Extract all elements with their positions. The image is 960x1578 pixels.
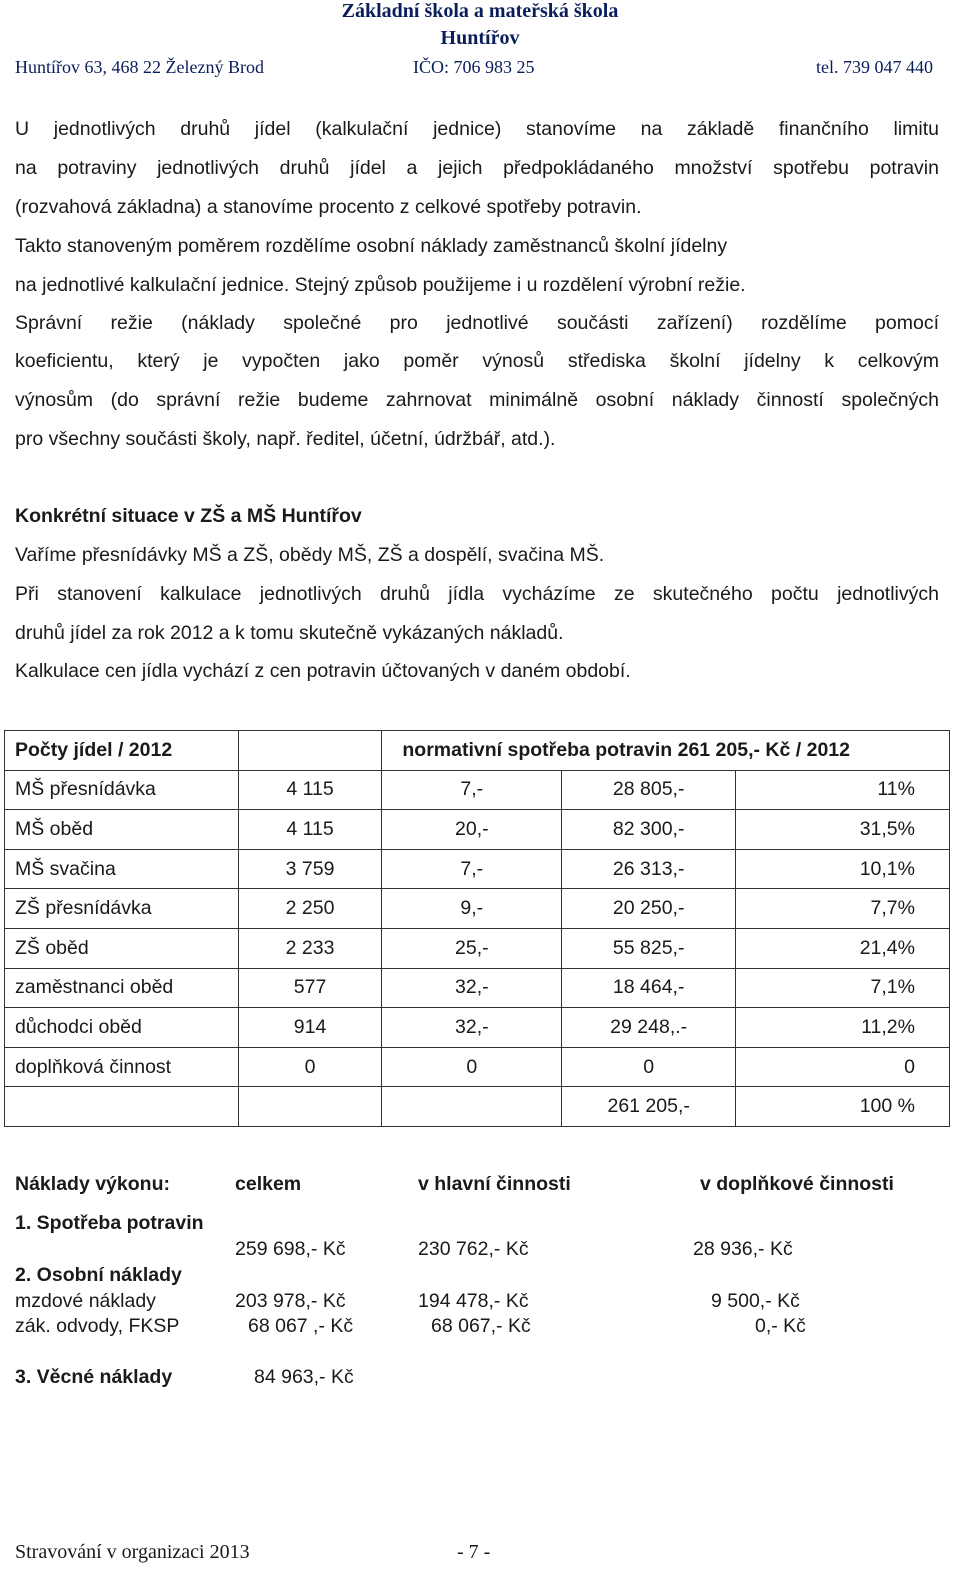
- situation-line-4: Kalkulace cen jídla vychází z cen potravin účtovaných v daném období.: [15, 660, 631, 682]
- meal-norm: 32,-: [382, 968, 562, 1008]
- intro-line-5: na jednotlivé kalkulační jednice. Stejný způsob použijeme i u rozdělení výrobní režie.: [15, 274, 746, 296]
- cost-item-material: 3. Věcné náklady: [15, 1366, 173, 1388]
- school-ico: IČO: 706 983 25: [413, 57, 535, 77]
- table-row: [5, 889, 950, 929]
- table-header-left: Počty jídel / 2012: [5, 731, 239, 771]
- intro-line-7: koeficientu, který je vypočten jako poměr výnosů střediska školní jídelny k celkovým: [15, 350, 939, 372]
- situation-heading: Konkrétní situace v ZŠ a MŠ Huntířov: [15, 505, 362, 527]
- situation-line-2: Při stanovení kalkulace jednotlivých druhů jídla vycházíme ze skutečného počtu jednotlivých: [15, 583, 939, 605]
- cost-levies-main: 68 067,- Kč: [431, 1315, 531, 1337]
- table-row: [5, 849, 950, 889]
- table-row: [5, 1008, 950, 1048]
- table-header-row: [5, 731, 950, 771]
- cost-wages-extra: 9 500,- Kč: [711, 1290, 800, 1312]
- meal-norm: 9,-: [382, 889, 562, 929]
- meals-table: [4, 730, 950, 1127]
- cost-material-total: 84 963,- Kč: [254, 1366, 354, 1388]
- meal-pct: 21,4%: [736, 928, 950, 968]
- cost-levies-label: zák. odvody, FKSP: [15, 1315, 180, 1337]
- cost-wages-main: 194 478,- Kč: [418, 1290, 529, 1312]
- footer-title: Stravování v organizaci 2013: [15, 1541, 250, 1563]
- header-contact-row: [15, 57, 933, 81]
- table-row: [5, 770, 950, 810]
- intro-line-6: Správní režie (náklady společné pro jednotlivé součásti zařízení) rozdělíme pomocí: [15, 312, 939, 334]
- cost-food-main: 230 762,- Kč: [418, 1238, 529, 1260]
- meal-name: MŠ oběd: [5, 810, 239, 850]
- table-row: [5, 968, 950, 1008]
- meal-count: 914: [238, 1008, 382, 1048]
- meal-pct: 11,2%: [736, 1008, 950, 1048]
- costs-col-main: v hlavní činnosti: [418, 1173, 571, 1195]
- school-phone: tel. 739 047 440: [816, 57, 933, 77]
- meal-total: 20 250,-: [562, 889, 736, 929]
- meal-count: 577: [238, 968, 382, 1008]
- intro-line-1: U jednotlivých druhů jídel (kalkulační jednice) stanovíme na základě finančního limitu: [15, 118, 939, 140]
- school-name: Základní škola a mateřská škola: [341, 0, 619, 22]
- meal-count: 3 759: [238, 849, 382, 889]
- table-header-right: normativní spotřeba potravin 261 205,- Kč / 2012: [382, 731, 950, 771]
- intro-line-3: (rozvahová základna) a stanovíme procento z celkové spotřeby potravin.: [15, 196, 642, 218]
- meal-name: MŠ přesnídávka: [5, 770, 239, 810]
- meal-name: ZŠ oběd: [5, 928, 239, 968]
- meal-norm: 25,-: [382, 928, 562, 968]
- meal-name: doplňková činnost: [5, 1047, 239, 1087]
- meal-count: 4 115: [238, 810, 382, 850]
- cost-food-extra: 28 936,- Kč: [693, 1238, 793, 1260]
- situation-line-3: druhů jídel za rok 2012 a k tomu skutečně vykázaných nákladů.: [15, 622, 564, 644]
- cost-levies-total: 68 067 ,- Kč: [248, 1315, 354, 1337]
- school-address: Huntířov 63, 468 22 Železný Brod: [15, 57, 264, 77]
- cost-wages-total: 203 978,- Kč: [235, 1290, 346, 1312]
- meal-total: 28 805,-: [562, 770, 736, 810]
- intro-line-9: pro všechny součásti školy, např. ředitel, účetní, údržbář, atd.).: [15, 428, 556, 450]
- costs-col-extra: v doplňkové činnosti: [700, 1173, 894, 1195]
- meal-name: důchodci oběd: [5, 1008, 239, 1048]
- meal-total: 0: [562, 1047, 736, 1087]
- meal-name: MŠ svačina: [5, 849, 239, 889]
- meal-norm: 0: [382, 1047, 562, 1087]
- intro-line-8: výnosům (do správní režie budeme zahrnovat minimálně osobní náklady činností společných: [15, 389, 939, 411]
- cost-item-food: 1. Spotřeba potravin: [15, 1212, 204, 1234]
- meal-count: 2 250: [238, 889, 382, 929]
- table-row: [5, 1047, 950, 1087]
- meal-count: 4 115: [238, 770, 382, 810]
- meal-count: 0: [238, 1047, 382, 1087]
- page-number: - 7 -: [457, 1541, 491, 1563]
- meal-total: 18 464,-: [562, 968, 736, 1008]
- meal-name: zaměstnanci oběd: [5, 968, 239, 1008]
- table-sum-row: [5, 1087, 950, 1127]
- table-row: [5, 928, 950, 968]
- meal-norm: 7,-: [382, 849, 562, 889]
- meal-pct: 0: [736, 1047, 950, 1087]
- meal-pct: 7,7%: [736, 889, 950, 929]
- meal-pct: 31,5%: [736, 810, 950, 850]
- meal-count: 2 233: [238, 928, 382, 968]
- school-village: Huntířov: [440, 27, 520, 49]
- intro-line-2: na potraviny jednotlivých druhů jídel a jejich předpokládaného množství spotřebu potravin: [15, 157, 939, 179]
- meal-norm: 32,-: [382, 1008, 562, 1048]
- sum-total: 261 205,-: [562, 1087, 736, 1127]
- cost-item-personal: 2. Osobní náklady: [15, 1264, 182, 1286]
- cost-levies-extra: 0,- Kč: [755, 1315, 806, 1337]
- meal-total: 55 825,-: [562, 928, 736, 968]
- meal-total: 26 313,-: [562, 849, 736, 889]
- meal-pct: 11%: [736, 770, 950, 810]
- cost-food-total: 259 698,- Kč: [235, 1238, 346, 1260]
- meal-pct: 7,1%: [736, 968, 950, 1008]
- sum-pct: 100 %: [736, 1087, 950, 1127]
- meal-total: 29 248,.-: [562, 1008, 736, 1048]
- meal-norm: 7,-: [382, 770, 562, 810]
- meal-total: 82 300,-: [562, 810, 736, 850]
- cost-wages-label: mzdové náklady: [15, 1290, 156, 1312]
- meal-pct: 10,1%: [736, 849, 950, 889]
- intro-line-4: Takto stanoveným poměrem rozdělíme osobní náklady zaměstnanců školní jídelny: [15, 235, 728, 257]
- meal-name: ZŠ přesnídávka: [5, 889, 239, 929]
- costs-label: Náklady výkonu:: [15, 1173, 170, 1195]
- situation-line-1: Vaříme přesnídávky MŠ a ZŠ, obědy MŠ, ZŠ a dospělí, svačina MŠ.: [15, 544, 605, 566]
- table-row: [5, 810, 950, 850]
- costs-col-total: celkem: [235, 1173, 302, 1195]
- meal-norm: 20,-: [382, 810, 562, 850]
